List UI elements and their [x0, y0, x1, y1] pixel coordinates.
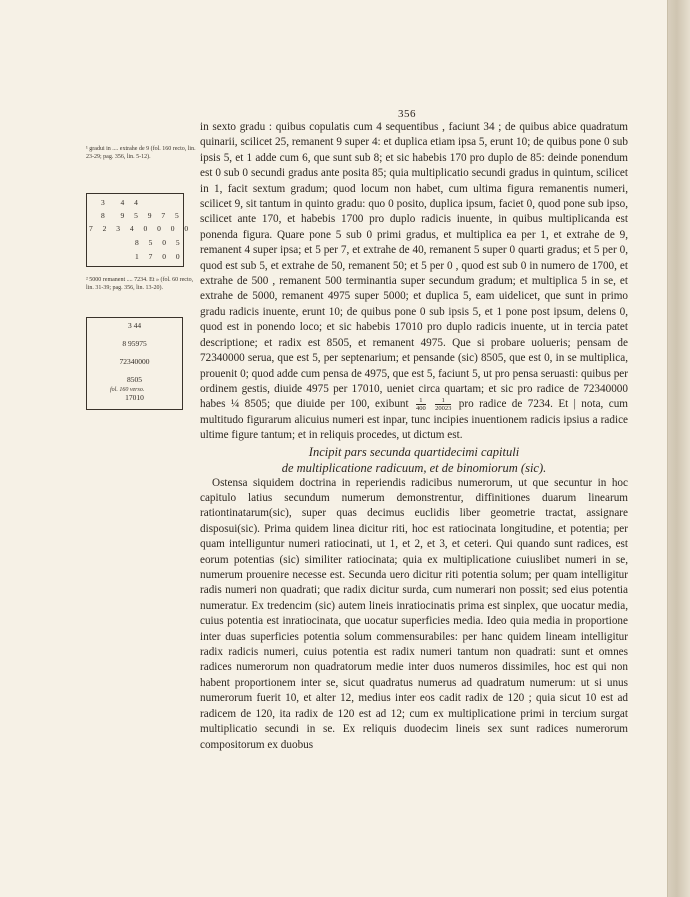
section-heading-line-1: Incipit pars secunda quartidecimi capituli: [308, 444, 520, 459]
paragraph-1-text: ¼ 8505; que diuide per 100, exibunt: [230, 398, 409, 411]
box-2-row: 3 44: [127, 321, 142, 330]
computation-box-1: [86, 193, 193, 267]
box-2-row: 17010: [125, 393, 144, 402]
margin-note-3: fol. 160 verso.: [110, 387, 145, 393]
next-page-edge: [668, 0, 690, 897]
body-paragraph-1: [200, 120, 628, 444]
box-1-row: 8 9 5 9 7 5: [101, 211, 183, 220]
computation-box-2: [86, 317, 183, 410]
fraction-2-denominator: 20023: [435, 405, 452, 413]
page-number: 356: [398, 108, 416, 120]
box-2-row: 8 95975: [122, 339, 147, 348]
box-1-row: 7 2 3 4 0 0 0 0: [89, 224, 193, 233]
paragraph-1-text: pro radice de 7234. Et | nota, cum multitudo figurarum alicuius numeri est inpar, tunc incipies inuentionem radicis ipsius a radice ultime figure tantum; et in reliquis procedes, ut dictum est.: [200, 398, 628, 442]
paragraph-1-text: in sexto gradu : quibus copulatis cum 4 sequentibus , faciunt 34 ; de quibus abice quadratum quinarii, scilicet 25, remanent 9 super 4: et duplica etiam ipsa 5, erunt 10; de quibus pone 0 sub ipsis 5, et 1 adde cum 6, que sunt sub 8; et sic habebis 170 pro duplo de 85: deinde ponendum est 0 sub 0 secundi gradus ante posita 85; quia multiplicatio secundi gradus in quintum, scilicet in 1, facit sextum gradum; quod locum non habet, cum ultima figura remanentis numeri, scilicet 9, sit tantum in quinto gradu: quo 0 posito, duplica ipsum, faciet 0, quod pone sub ipso, scilicet ante 170, et habebis 1700 pro duplo radicis inuente, in quibus multiplicanda est ponenda figura. Quare pone 5 sub 0 primi gradus, et multiplica ea per 1, et extrahe de 9, remanent 4 super ipsa; et 5 per 7, et extrahe de 40, remanent 5 super 0 quarti gradus; et 5 per 0, quod est sub 5, et extrahe de 50, remanent 50; et 5 per 0 , quod est sub 0 in numero de 1700, et extrahe de 500 , remanent 500 terminantia super secundum gradum; et multiplica 5 in se, et extrahe de 5000, remanent 4975 super 5000; et duplica 5, eam uidelicet, que sunt in primo gradu radicis inuente, erunt 10; de quibus pone 0 sub ipsis 5, et 1 pone post ipsum, delens 0, quod est in ponendo loco; et sic habebis 17010 pro duplo radicis inuente, ut in tercia patet descriptione; et radix est 8505, et remanent 4975. Que si probare uolueris; pensam de 72340000 serua, que est 5, per septenarium; et pensande (sic) 8505, que est 0, in se multiplica, prouenit 0; quod adde cum pensa de 4975, que est 5, faciunt 5, ut pro pensa seruasti: quibus per ordinem gestis, diuide 4975 per 17010, ueniet circa quartam; et sic pro radice de 72340000 habes: [200, 121, 628, 411]
body-paragraph-2: Ostensa siquidem doctrina in reperiendis radicibus numerorum, ut que secuntur in hoc capitulo latius secundum numerum demonstrentur, diffinitiones duarum linearum rationtinatarum(sic), super quas decimus euclidis liber geometrie tractat, assignare disposui(sic). Prima quidem linea dicitur riti, hoc est ratiocinata longitudine, et potentia; per quam intelliguntur numeri ratiocinati, ut 1, et 2, et 3, et ceteri. Qui quando sunt radices, est eorum potentias (sic) similiter ratiocinata; quia ex multiplicatione cuiuslibet numeri in se, numerum prouenire necesse est. Secunda uero dicitur riti potentia solum; per quam intelligitur radis numeri non quadrati; que radix dicitur surda, cum numerari non possit; sed eius potentia numeratur. Ex tredencim (sic) autem lineis inratiocinatis prima est sinplex, que uocatur media, cuius potentia est inratiocinata, que uocatur superficies media. Ideo quia media in proportione inter duas superficies potentia solum commensurabiles: per hanc quidem lineam intelligitur radix radicis numeri, cuius potentia est radix numeri tantum non quadrati: sunt et omnes radices numerorum non quadratorum medie inter duos numeros dissimiles, hoc est qui non habent proportionem inter se, sicut quadratus numerus ad quadratum numerum: ut si unus numerorum fuerit 10, et alter 12, medius inter eos cadit radix de 120 ; quia sicut 10 est ad radicem de 120, ita radix de 120 est ad 12; cum ex multiplicatione primi in tercium surgat multiplicatio secundi in se. Ex reliquis duodecim lineis sex sunt radices numerorum compositorum ex duobus: [200, 476, 628, 751]
margin-note-1: ¹ gradui in .... extrahe de 9 (fol. 160 recto, lin. 23-29; pag. 356, lin. 5-12).: [86, 146, 196, 160]
section-heading-line-2: de multiplicatione radicuum, et de binomiorum (sic).: [281, 460, 547, 475]
fraction-1-denominator: 400: [416, 405, 426, 413]
box-2-row: 8505: [127, 375, 142, 384]
box-1-row: 8 5 0 5: [135, 238, 184, 247]
box-2-row: 72340000: [119, 357, 150, 366]
box-1-row: 1 7 0 0: [135, 252, 184, 261]
fraction-1: [416, 397, 426, 412]
fraction-2: [435, 397, 451, 412]
main-text-column: [200, 120, 628, 753]
fraction-1-numerator: 1: [416, 397, 426, 405]
fraction-2-numerator: 1: [435, 397, 451, 405]
box-1-row: 3 4 4: [101, 198, 142, 207]
margin-note-2: ² 5000 remanent .... 7234. Et » (fol. 60 recto, lin. 31-39; pag. 356, lin. 13-20).: [86, 277, 194, 291]
